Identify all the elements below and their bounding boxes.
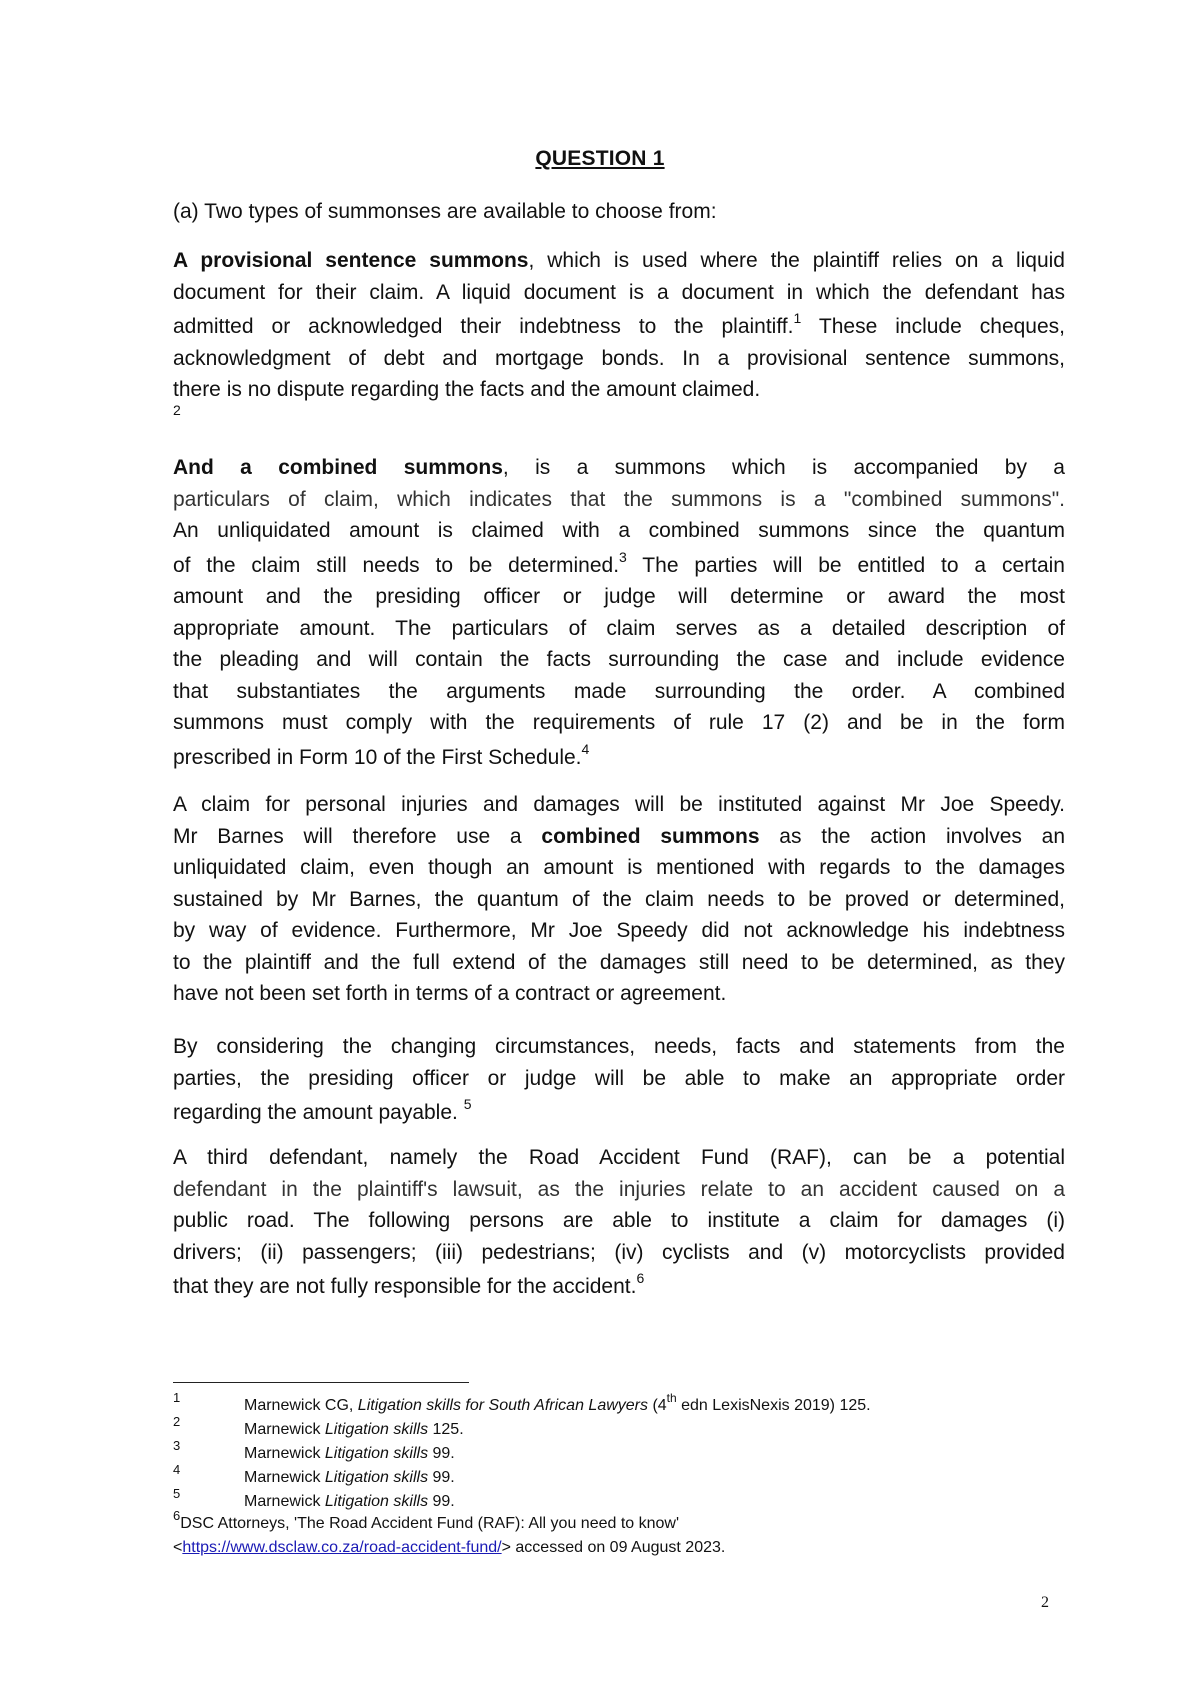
footnote-ref-3[interactable]: 3 xyxy=(619,548,627,565)
footnote-ref-4[interactable]: 4 xyxy=(581,740,590,757)
bold-term-combined-2: combined summons xyxy=(541,824,760,848)
footnote-ref-5[interactable]: 5 xyxy=(463,1096,472,1112)
paragraph-changing-circumstances: By considering the changing circumstances, needs, facts and statements from the parties, the presiding officer or judge will be able to make an appropriate order regarding the amount payable. $^5$ xyxy=(173,1035,1065,1124)
footnote-ref-1[interactable]: 1 xyxy=(793,310,802,326)
footnote-6-citation: <https://www.dsclaw.co.za/road-accident-fund/> accessed on 09 August 2023. xyxy=(173,1539,726,1556)
paragraph-provisional-summons: A provisional sentence summons, which is used where the plaintiff relies on a liquid document for their claim. A liquid document is a document in which the defendant has admitted or acknowledged their indebtness to the plaintiff.$^1$ These include cheques, acknowledgment of debt and mortgage bonds. In a provisional sentence summons, there is no dispute regarding the facts and the amount claimed. xyxy=(173,249,1065,401)
intro-line: (a) Two types of summonses are available to choose from: xyxy=(173,200,717,223)
bold-term-provisional: A provisional sentence summons xyxy=(173,249,529,272)
footnote-ref-2[interactable]: 2 xyxy=(173,402,181,418)
footnote-separator xyxy=(173,1382,469,1383)
raf-url-link[interactable]: https://www.dsclaw.co.za/road-accident-fund/ xyxy=(182,1539,502,1556)
document-page: QUESTION 1 (a) Two types of summonses are available to choose from: A provisional sentence summons, which is used where the plaintiff relies on a liquid document for their claim. A liquid document is a document in which the defendant has admitted or acknowledged their indebtness to the plaintiff.$^1$ These include cheques, acknowledgment of debt and mortgage bonds. In a provisional sentence summons, there is no dispute regarding the facts and the amount claimed. 2 And a combined summons, is a summons which is accompanied by a particulars of claim, which indicates that the summons is a "combined summons". An unliquidated amount is claimed with a combined summons since the quantum of the claim still needs to be determined.$^3$ The parties will be entitled to a certain amount and the presiding officer or judge will determine or award the most appropriate amount. The particulars of claim serves as a detailed description of the pleading and will contain the facts surrounding the case and include evidence that substantiates the arguments made surrounding the order. A combined summons must comply with the requirements of rule 17 (2) and be in the form prescribed in Form 10 of the First Schedule.$^4$ A claim for personal injuries and damages will be instituted against Mr Joe Speedy. Mr Barnes will therefore use a combined summons as the action involves an unliquidated claim, even though an amount is mentioned with regards to the damages sustained by Mr Barnes, the quantum of the claim needs to be proved or determined, by way of evidence. Furthermore, Mr Joe Speedy did not acknowledge his indebtness to the plaintiff and the full extend of the damages still need to be determined, as they have not been set forth in terms of a contract or agreement. By considering the changing circumstances, needs, facts and statements from the parties, the presiding officer or judge will be able to make an appropriate order regarding the amount payable. $^5$ A third defendant, namely the Road Accident Fund (RAF), can be a potential defendant in the plaintiff's lawsuit, as the injuries relate to an accident caused on a public road. The following persons are able to institute a claim for damages (i) drivers; (ii) passengers; (iii) pedestrians; (iv) cyclists and (v) motorcyclists provided that they are not fully responsible for the accident.$^6$ 1 Marnewick CG, Litigation skills for South African Lawyers (4th edn LexisNexis 2019) 125. 2 Marnewick Litigation skills 125. 3 Marnewick Litigation skills 99. 4 Marnewick Litigation skills 99. 5 Marnewick Litigation skills 99. $^6$DSC Attorneys, 'The Road Accident Fund (RAF): All you need to know' <https://www.dsclaw.co.za/road-accident-fund/> accessed on 09 August 2023. 2 xyxy=(0,0,1200,1698)
page-number: 2 xyxy=(1041,1594,1049,1611)
footnote-ref-6[interactable]: 6 xyxy=(636,1270,645,1286)
bold-term-combined: And a combined summons xyxy=(173,456,503,479)
paragraph-claim: A claim for personal injuries and damages will be instituted against Mr Joe Speedy. Mr Barnes will therefore use a combined summons as the action involves an unliquidated claim, even though an amount is mentioned with regards to the damages sustained by Mr Barnes, the quantum of the claim needs to be proved or determined, by way of evidence. Furthermore, Mr Joe Speedy did not acknowledge his indebtness to the plaintiff and the full extend of the damages still need to be determined, as they have not been set forth in terms of a contract or agreement. xyxy=(173,793,1066,1005)
paragraph-raf: A third defendant, namely the Road Accident Fund (RAF), can be a potential defendant in the plaintiff's lawsuit, as the injuries relate to an accident caused on a public road. The following persons are able to institute a claim for damages (i) drivers; (ii) passengers; (iii) pedestrians; (iv) cyclists and (v) motorcyclists provided that they are not fully responsible for the accident.$^6$ xyxy=(173,1146,1065,1298)
footnote-6: $^6$DSC Attorneys, 'The Road Accident Fund (RAF): All you need to know' xyxy=(173,1507,680,1532)
question-heading: QUESTION 1 xyxy=(535,147,665,170)
paragraph-combined-summons: And a combined summons, is a summons which is accompanied by a particulars of claim, which indicates that the summons is a "combined summons". An unliquidated amount is claimed with a combined summons since the quantum of the claim still needs to be determined.$^3$ The parties will be entitled to a certain amount and the presiding officer or judge will determine or award the most appropriate amount. The particulars of claim serves as a detailed description of the pleading and will contain the facts surrounding the case and include evidence that substantiates the arguments made surrounding the order. A combined summons must comply with the requirements of rule 17 (2) and be in the form prescribed in Form 10 of the First Schedule.$^4$ xyxy=(173,456,1065,769)
